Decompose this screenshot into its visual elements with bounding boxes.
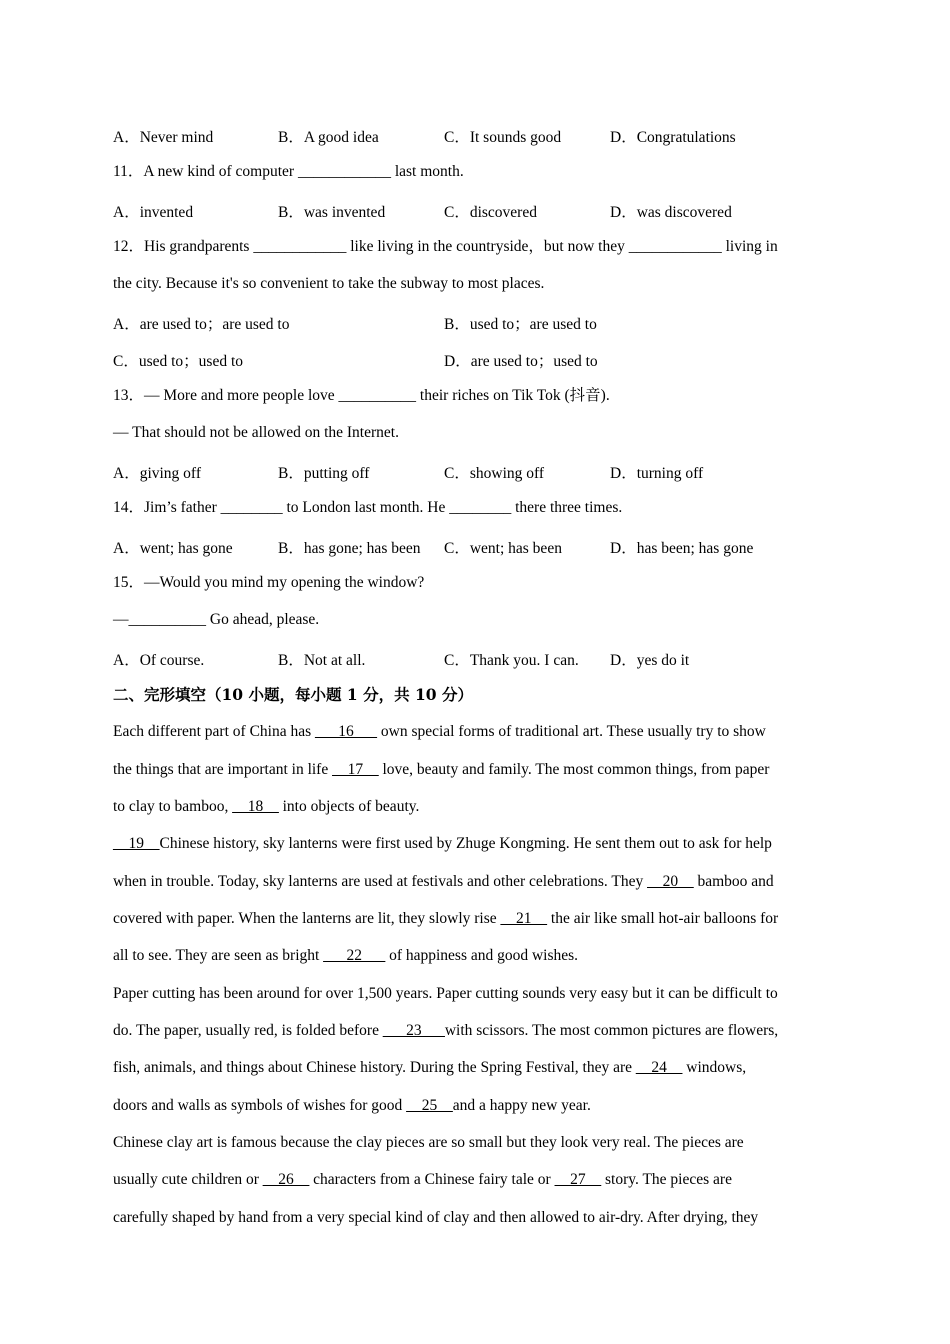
q12-option-d[interactable]: D．are used to；used to <box>444 353 598 370</box>
text: Chinese history, sky lanterns were first used by Zhuge Kongming. He sent them out to ask for help <box>159 835 772 852</box>
blank-22[interactable]: ___22___ <box>323 947 386 964</box>
q12-option-b[interactable]: B．used to；are used to <box>444 316 597 333</box>
passage-line <box>113 1096 850 1116</box>
q11-stem: 11．A new kind of computer ____________ last month. <box>113 163 464 180</box>
blank-16[interactable]: ___16___ <box>315 723 377 740</box>
q10-option-b[interactable]: B．A good idea <box>278 129 379 146</box>
q14-option-a[interactable]: A．went; has gone <box>113 540 233 557</box>
text: usually cute children or <box>113 1171 263 1188</box>
text: story. The pieces are <box>601 1171 732 1188</box>
section-heading-count: 10 <box>221 685 244 704</box>
text: love, beauty and family. The most common things, from paper <box>378 761 770 778</box>
text: doors and walls as symbols of wishes for good <box>113 1097 407 1114</box>
q10-option-d[interactable]: D．Congratulations <box>610 129 736 146</box>
passage-line: Chinese clay art is famous because the clay pieces are so small but they look very real. The pieces are <box>113 1134 744 1151</box>
passage-line <box>113 1170 850 1190</box>
q15-stem-line2: —__________ Go ahead, please. <box>113 611 320 628</box>
q11-option-a[interactable]: A．invented <box>113 204 194 221</box>
blank-19[interactable]: __19__ <box>113 835 160 852</box>
q12-option-a[interactable]: A．are used to；are used to <box>113 316 290 333</box>
text: all to see. They are seen as bright <box>113 947 324 964</box>
passage-line <box>113 946 850 966</box>
section-heading-part: 二、完形填空（ <box>113 685 222 704</box>
blank-18[interactable]: __18__ <box>232 798 279 815</box>
q15-stem-line1: 15．—Would you mind my opening the window? <box>113 574 425 591</box>
blank-21[interactable]: __21__ <box>500 910 548 927</box>
q15-option-b[interactable]: B．Not at all. <box>278 652 366 669</box>
text: do. The paper, usually red, is folded before <box>113 1022 383 1039</box>
text: own special forms of traditional art. These usually try to show <box>377 723 766 740</box>
passage-line <box>113 760 850 780</box>
text: the air like small hot-air balloons for <box>547 910 779 927</box>
blank-23[interactable]: ___23___ <box>382 1022 445 1039</box>
passage-line <box>113 722 850 742</box>
passage-line <box>113 834 850 854</box>
text: the things that are important in life <box>113 761 333 778</box>
q15-option-c[interactable]: C．Thank you. I can. <box>444 652 579 669</box>
text: Each different part of China has <box>113 723 315 740</box>
text: with scissors. The most common pictures are flowers, <box>444 1022 779 1039</box>
q13-option-c[interactable]: C．showing off <box>444 465 545 482</box>
text: and a happy new year. <box>452 1097 591 1114</box>
text: fish, animals, and things about Chinese history. During the Spring Festival, they are <box>113 1059 636 1076</box>
section-heading-part: 分，共 <box>357 685 415 704</box>
q14-stem: 14．Jim’s father ________ to London last month. He ________ there three times. <box>113 499 623 516</box>
text: to clay to bamboo, <box>113 798 233 815</box>
passage-line <box>113 1058 850 1078</box>
q14-option-c[interactable]: C．went; has been <box>444 540 562 557</box>
text: covered with paper. When the lanterns are lit, they slowly rise <box>113 910 501 927</box>
blank-20[interactable]: __20__ <box>647 873 694 890</box>
passage-line <box>113 872 850 892</box>
q15-option-a[interactable]: A．Of course. <box>113 652 205 669</box>
section-heading-total: 10 <box>414 685 437 704</box>
q13-stem-line1: 13．— More and more people love __________ their riches on Tik Tok (抖音). <box>113 387 610 404</box>
blank-27[interactable]: __27__ <box>554 1171 602 1188</box>
passage-line <box>113 1021 850 1041</box>
section-heading-part: 分） <box>436 685 473 704</box>
passage-line <box>113 797 850 817</box>
text: characters from a Chinese fairy tale or <box>309 1171 555 1188</box>
q11-option-c[interactable]: C．discovered <box>444 204 537 221</box>
q12-stem-line2: the city. Because it's so convenient to take the subway to most places. <box>113 275 545 292</box>
q10-option-a[interactable]: A．Never mind <box>113 129 214 146</box>
q13-option-a[interactable]: A．giving off <box>113 465 201 482</box>
passage-line <box>113 909 850 929</box>
section-heading-score: 1 <box>346 685 358 704</box>
section-heading <box>113 685 850 705</box>
q11-option-b[interactable]: B．was invented <box>278 204 386 221</box>
q12-option-c[interactable]: C．used to；used to <box>113 353 244 370</box>
blank-26[interactable]: __26__ <box>262 1171 310 1188</box>
q13-option-d[interactable]: D．turning off <box>610 465 704 482</box>
text: into objects of beauty. <box>278 798 420 815</box>
q10-option-c[interactable]: C．It sounds good <box>444 129 562 146</box>
q14-option-d[interactable]: D．has been; has gone <box>610 540 754 557</box>
q14-option-b[interactable]: B．has gone; has been <box>278 540 421 557</box>
q13-option-b[interactable]: B．putting off <box>278 465 370 482</box>
section-heading-part: 小题，每小题 <box>243 685 347 704</box>
text: bamboo and <box>693 873 774 890</box>
q13-stem-line2: — That should not be allowed on the Internet. <box>113 424 399 441</box>
text: of happiness and good wishes. <box>385 947 579 964</box>
q15-option-d[interactable]: D．yes do it <box>610 652 690 669</box>
blank-24[interactable]: __24__ <box>635 1059 683 1076</box>
q11-option-d[interactable]: D．was discovered <box>610 204 732 221</box>
passage-line: Paper cutting has been around for over 1,500 years. Paper cutting sounds very easy but it can be difficult to <box>113 985 778 1002</box>
text: when in trouble. Today, sky lanterns are used at festivals and other celebrations. They <box>113 873 648 890</box>
q12-stem-line1: 12．His grandparents ____________ like living in the countryside，but now they ____________ living in <box>113 238 778 255</box>
blank-17[interactable]: __17__ <box>332 761 379 778</box>
text: windows, <box>682 1059 747 1076</box>
blank-25[interactable]: __25__ <box>406 1097 453 1114</box>
passage-line: carefully shaped by hand from a very special kind of clay and then allowed to air-dry. After drying, they <box>113 1209 759 1226</box>
